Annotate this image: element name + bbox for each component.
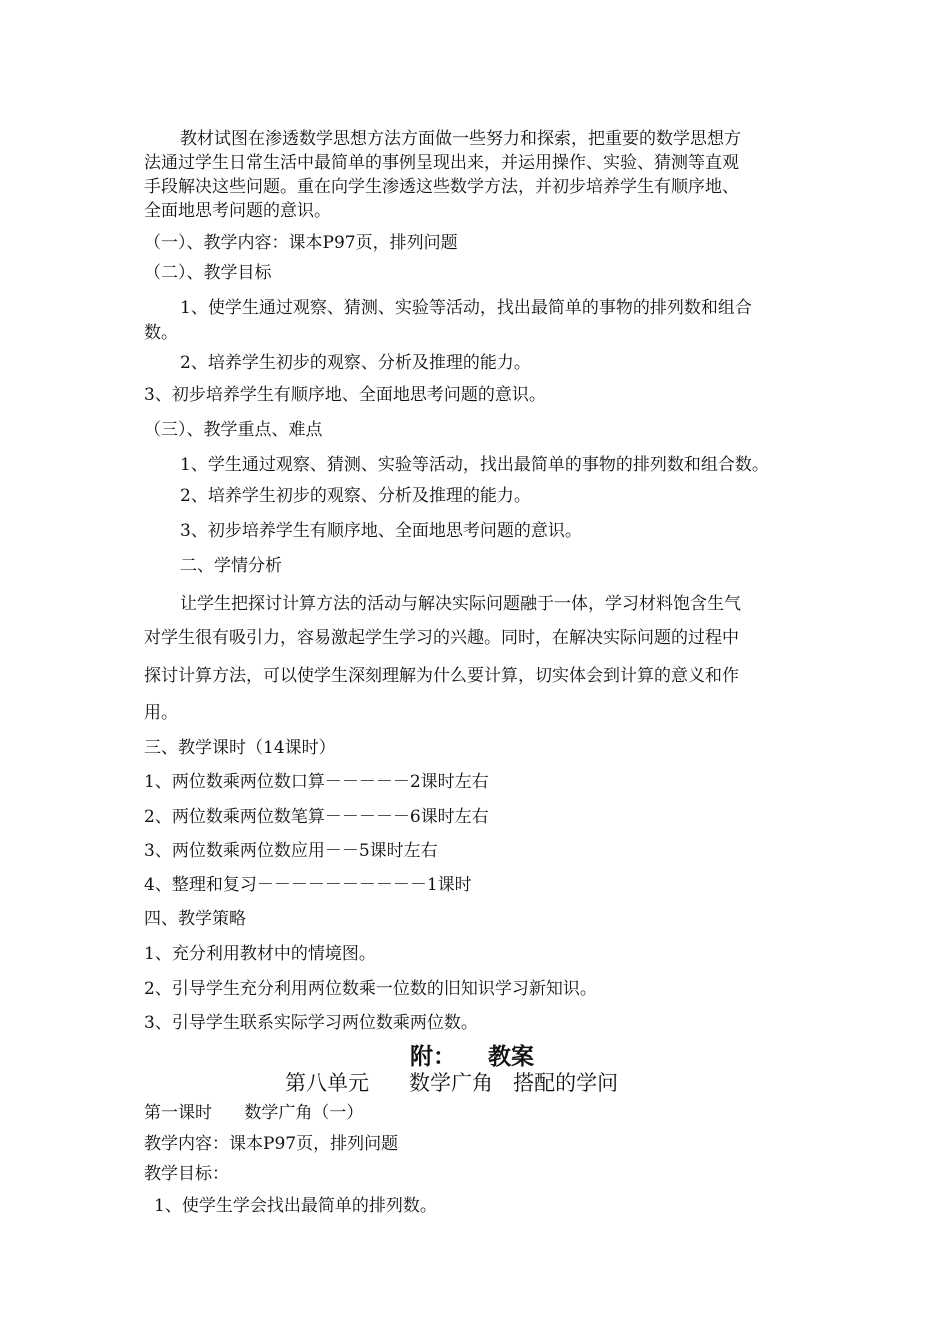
strategy-heading: 四、教学策略 [144,909,246,929]
appendix-title: 附： 教案 [410,1043,535,1070]
hours-heading: 三、教学课时（14课时） [144,738,336,758]
lesson-title: 第一课时 数学广角（一） [144,1103,364,1123]
hours-item-3: 3、两位数乘两位数应用－－5课时左右 [144,841,438,861]
hours-item-1: 1、两位数乘两位数口算－－－－－2课时左右 [144,772,489,792]
strategy-item-1: 1、充分利用教材中的情境图。 [144,944,376,964]
analysis-line-1: 让学生把探讨计算方法的活动与解决实际问题融于一体，学习材料饱含生气 [180,594,741,614]
intro-line-3: 手段解决这些问题。重在向学生渗透这些数学方法，并初步培养学生有顺序地、 [144,177,739,197]
unit-title: 第八单元 数学广角 搭配的学问 [285,1071,619,1095]
strategy-item-3: 3、引导学生联系实际学习两位数乘两位数。 [144,1013,478,1033]
hours-item-2: 2、两位数乘两位数笔算－－－－－6课时左右 [144,807,489,827]
analysis-line-3: 探讨计算方法，可以使学生深刻理解为什么要计算，切实体会到计算的意义和作 [144,666,739,686]
keypoint-1: 1、学生通过观察、猜测、实验等活动，找出最简单的事物的排列数和组合数。 [180,455,769,475]
strategy-item-2: 2、引导学生充分利用两位数乘一位数的旧知识学习新知识。 [144,979,597,999]
hours-item-4: 4、整理和复习－－－－－－－－－－1课时 [144,875,472,895]
analysis-line-2: 对学生很有吸引力，容易激起学生学习的兴趣。同时，在解决实际问题的过程中 [144,628,739,648]
lesson-goals-label: 教学目标： [144,1164,229,1184]
intro-line-4: 全面地思考问题的意识。 [144,201,331,221]
intro-line-1: 教材试图在渗透数学思想方法方面做一些努力和探索，把重要的数学思想方 [180,129,741,149]
teaching-goals-heading: （二）、教学目标 [144,263,272,283]
teaching-content: （一）、教学内容：课本P97页，排列问题 [144,233,458,253]
keypoints-heading: （三）、教学重点、难点 [144,420,323,440]
analysis-line-4: 用。 [144,703,178,723]
keypoint-2: 2、培养学生初步的观察、分析及推理的能力。 [180,486,531,506]
goal-2: 2、培养学生初步的观察、分析及推理的能力。 [180,353,531,373]
keypoint-3: 3、初步培养学生有顺序地、全面地思考问题的意识。 [180,521,582,541]
lesson-content: 教学内容：课本P97页，排列问题 [144,1134,399,1154]
analysis-heading: 二、学情分析 [180,556,282,576]
intro-line-2: 法通过学生日常生活中最简单的事例呈现出来，并运用操作、实验、猜测等直观 [144,153,739,173]
goal-3: 3、初步培养学生有顺序地、全面地思考问题的意识。 [144,385,546,405]
lesson-goal-1: 1、使学生学会找出最简单的排列数。 [154,1196,437,1216]
goal-1-line-2: 数。 [144,323,178,343]
goal-1-line-1: 1、使学生通过观察、猜测、实验等活动，找出最简单的事物的排列数和组合 [180,298,752,318]
